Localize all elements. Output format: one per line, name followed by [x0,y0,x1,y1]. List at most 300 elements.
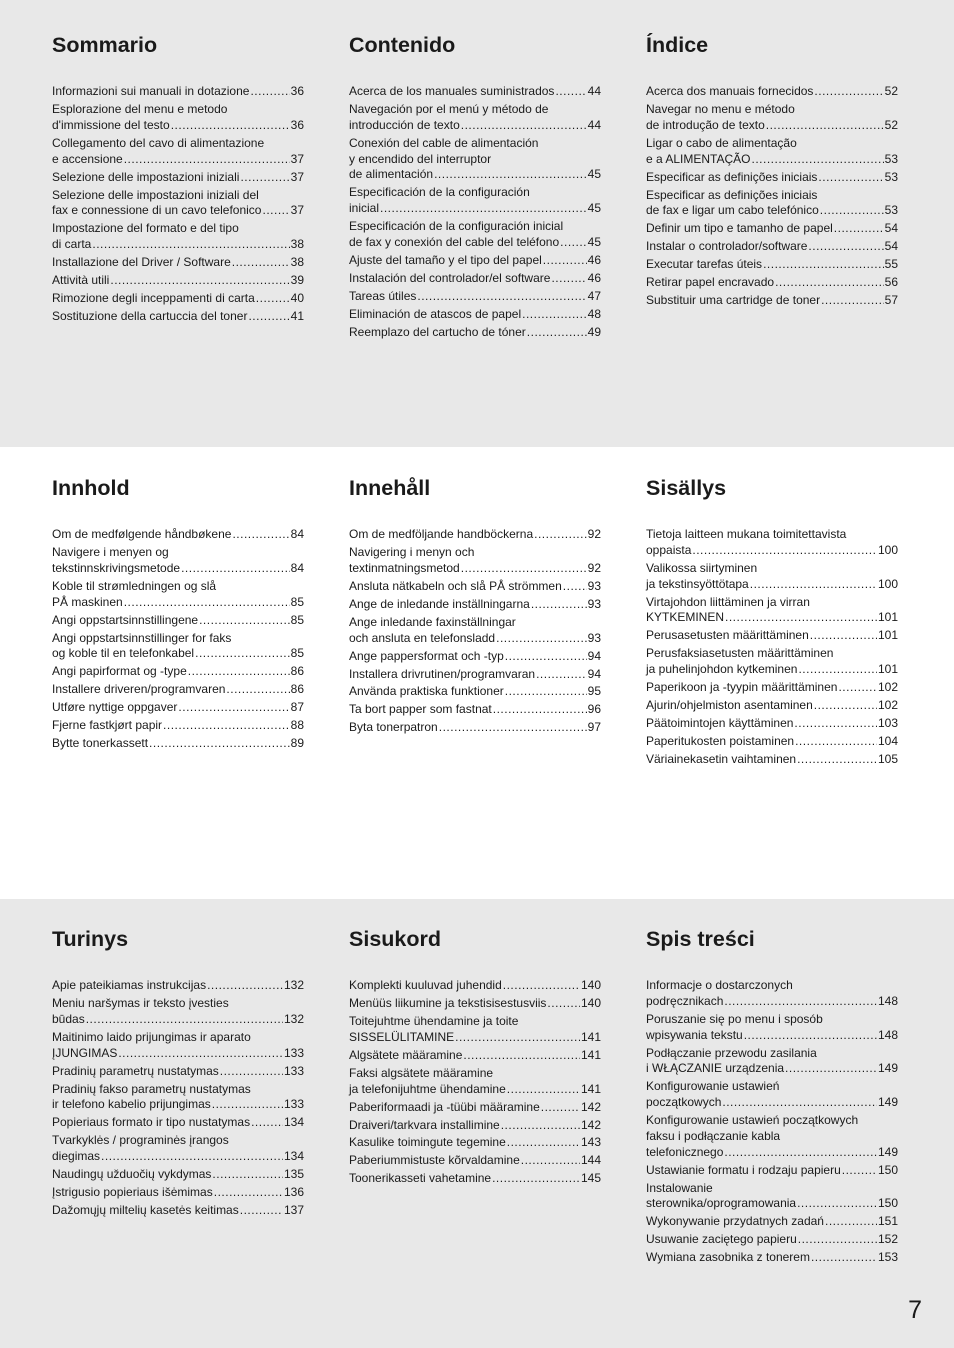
toc-entry-row [646,577,898,593]
dot-leader [725,610,877,626]
toc-entry-title: PÅ maskinen [52,594,123,609]
toc-entry-title: Usuwanie zaciętego papieru [646,1232,797,1247]
toc-entry[interactable] [646,102,898,134]
toc-entry[interactable] [349,325,601,341]
toc-entry-title: Reemplazo del cartucho de tóner [349,324,526,339]
toc-section-italian [52,33,304,324]
toc-entry-page: 143 [580,1135,601,1150]
toc-entry-row [349,1171,601,1187]
toc-entry-row [52,273,304,289]
dot-leader [842,1163,877,1179]
toc-entry[interactable] [349,545,601,577]
toc-entry[interactable] [646,257,898,273]
toc-entry-row [52,978,304,994]
toc-entry[interactable] [349,720,601,736]
toc-entry-title-line: Konfigurowanie ustawień początkowych [646,1113,859,1128]
section-title: Innehåll [349,476,431,500]
toc-entry-page: 101 [877,662,898,677]
toc-entry[interactable] [349,527,601,543]
toc-entry[interactable] [52,996,304,1028]
toc-entry[interactable] [349,649,601,665]
toc-entry-page: 150 [877,1196,898,1211]
toc-entry[interactable] [646,628,898,644]
toc-section-spanish [349,33,601,339]
toc-entry-row [646,662,898,678]
toc-entry-page: 96 [587,702,601,717]
dot-leader [834,221,884,237]
toc-entry-page: 95 [587,684,601,699]
toc-entry-row [52,84,304,100]
toc-entry-row [349,527,601,543]
dot-leader [818,170,883,186]
toc-entry-page: 85 [290,612,304,627]
dot-leader [501,1118,580,1134]
toc-entry-title-line: Meniu naršymas ir teksto įvesties [52,995,229,1010]
toc-list [52,84,304,327]
toc-entry-page: 52 [884,117,898,132]
toc-entry[interactable] [349,1118,601,1134]
toc-entry-page: 45 [587,201,601,216]
toc-entry-title-line: Pradinių fakso parametrų nustatymas [52,1081,251,1096]
toc-entry[interactable] [349,84,601,100]
toc-entry-title-line: Impostazione del formato e del tipo [52,221,239,236]
toc-entry-title: diegimas [52,1149,101,1164]
toc-entry[interactable] [349,684,601,700]
dot-leader [226,682,289,698]
toc-entry-title: Draiveri/tarkvara installimine [349,1117,500,1132]
toc-entry-row [52,1167,304,1183]
toc-entry[interactable] [52,1185,304,1201]
toc-entry[interactable] [646,1250,898,1266]
section-title: Índice [646,33,709,57]
toc-entry[interactable] [646,1046,898,1078]
toc-entry[interactable] [52,1030,304,1062]
dot-leader [417,289,586,305]
toc-entry-title: Attività utili [52,273,110,288]
toc-entry[interactable] [646,1113,898,1160]
toc-entry-row [52,203,304,219]
dot-leader [439,720,587,736]
dot-leader [560,235,586,251]
toc-entry[interactable] [349,289,601,305]
toc-entry[interactable] [52,136,304,168]
toc-entry-title-line: faksu i podłączanie kabla [646,1128,781,1143]
toc-entry-page: 49 [587,324,601,339]
toc-entry-title: tekstinnskrivingsmetode [52,560,181,575]
dot-leader [724,994,877,1010]
toc-entry-title: Päätoimintojen käyttäminen [646,716,794,731]
toc-list [646,978,898,1268]
toc-entry[interactable] [349,102,601,134]
toc-entry[interactable] [349,185,601,217]
toc-entry-title: sterownika/oprogramowania [646,1196,797,1211]
toc-entry[interactable] [52,527,304,543]
toc-entry-title: Om de medföljande handböckerna [349,527,534,541]
toc-entry-title-line: Valikossa siirtyminen [646,560,758,575]
dot-leader [199,613,290,629]
dot-leader [493,702,587,718]
toc-entry-row [349,702,601,718]
toc-entry[interactable] [646,84,898,100]
section-title: Sommario [52,33,158,57]
toc-entry-row [646,152,898,168]
toc-entry-title: oppaista [646,542,692,557]
toc-entry-page: 46 [587,270,601,285]
toc-entry-row [52,1046,304,1062]
toc-entry[interactable] [52,1133,304,1165]
dot-leader [214,1185,283,1201]
toc-entry-title: ja tekstinsyöttötapa [646,576,749,591]
toc-entry[interactable] [52,631,304,663]
toc-entry-page: 93 [587,630,601,645]
dot-leader [434,167,587,183]
toc-entry-page: 85 [290,594,304,609]
toc-entry[interactable] [52,309,304,325]
dot-leader [810,628,877,644]
toc-entry[interactable] [52,718,304,734]
toc-entry[interactable] [52,736,304,752]
dot-leader [794,716,877,732]
toc-entry[interactable] [646,1181,898,1213]
toc-entry-title-line: Poruszanie się po menu i sposób [646,1011,823,1026]
section-title: Innhold [52,476,130,500]
toc-entry-title-line: Podłączanie przewodu zasilania [646,1045,817,1060]
dot-leader [220,1064,283,1080]
toc-entry[interactable] [52,579,304,611]
toc-entry-page: 103 [877,716,898,731]
toc-entry[interactable] [349,307,601,323]
toc-entry-row [52,291,304,307]
toc-entry-page: 137 [283,1203,304,1218]
toc-entry-row [349,84,601,100]
toc-entry-page: 37 [290,203,304,218]
toc-entry[interactable] [646,221,898,237]
toc-entry-row [646,1028,898,1044]
dot-leader [262,203,289,219]
dot-leader [181,561,290,577]
toc-entry-page: 132 [283,1011,304,1026]
toc-entry[interactable] [646,561,898,593]
toc-entry[interactable] [52,700,304,716]
toc-entry-row [349,1100,601,1116]
toc-entry[interactable] [349,1153,601,1169]
toc-entry[interactable] [349,702,601,718]
toc-entry[interactable] [646,188,898,220]
toc-entry-title: wpisywania tekstu [646,1027,743,1042]
toc-entry[interactable] [646,646,898,678]
toc-entry-row [646,1232,898,1248]
toc-entry[interactable] [646,734,898,750]
toc-entry-row [646,1250,898,1266]
toc-entry-row [349,289,601,305]
dot-leader [248,309,289,325]
toc-list [52,527,304,754]
dot-leader [821,293,884,309]
toc-entry[interactable] [646,716,898,732]
toc-entry[interactable] [646,1012,898,1044]
toc-entry-title: Definir um tipo e tamanho de papel [646,221,833,236]
toc-entry-row [52,561,304,577]
dot-leader [455,1030,580,1046]
toc-entry[interactable] [349,667,601,683]
dot-leader [507,1082,580,1098]
toc-entry-row [646,680,898,696]
toc-entry-title: telefonicznego [646,1144,724,1159]
toc-entry-title-line: Navegación por el menú y método de [349,101,549,116]
toc-section-swedish [349,476,601,735]
toc-entry[interactable] [349,219,601,251]
toc-entry-title: Substituir uma cartridge de toner [646,293,821,308]
toc-entry[interactable] [52,664,304,680]
toc-entry-title: Menüüs liikumine ja tekstisisestusviis [349,995,547,1010]
toc-entry[interactable] [646,698,898,714]
toc-entry-row [646,1145,898,1161]
toc-entry[interactable] [52,102,304,134]
toc-entry-row [349,649,601,665]
toc-entry[interactable] [349,1048,601,1064]
toc-entry-page: 37 [290,169,304,184]
toc-entry[interactable] [52,84,304,100]
toc-entry-page: 133 [283,1097,304,1112]
dot-leader [461,561,587,577]
dot-leader [838,680,877,696]
dot-leader [547,996,580,1012]
toc-entry[interactable] [52,545,304,577]
toc-entry[interactable] [52,1115,304,1131]
toc-entry-title: Ange pappersformat och -typ [349,648,504,663]
toc-entry-title: de fax y conexión del cable del teléfono [349,234,560,249]
toc-entry-title-line: Virtajohdon liittäminen ja virran [646,594,810,609]
toc-entry-page: 105 [877,752,898,767]
dot-leader [825,1214,877,1230]
toc-entry[interactable] [52,1064,304,1080]
dot-leader [563,579,587,595]
dot-leader [492,1171,580,1187]
toc-entry-title: di carta [52,237,92,252]
toc-entry[interactable] [646,136,898,168]
toc-entry-page: 56 [884,275,898,290]
toc-entry[interactable] [349,253,601,269]
toc-entry[interactable] [349,579,601,595]
toc-entry[interactable] [646,1079,898,1111]
toc-entry-page: 44 [587,84,601,98]
toc-entry-row [349,561,601,577]
dot-leader [232,527,289,543]
toc-entry-page: 53 [884,203,898,218]
toc-entry-row [646,84,898,100]
toc-entry-page: 52 [884,84,898,98]
toc-entry-title: Rimozione degli inceppamenti di carta [52,291,255,306]
toc-entry-row [646,203,898,219]
dot-leader [212,1097,283,1113]
toc-entry[interactable] [349,1171,601,1187]
dot-leader [250,84,289,100]
toc-section-portuguese [646,33,898,308]
toc-entry-row [349,325,601,341]
toc-entry[interactable] [646,1214,898,1230]
toc-entry[interactable] [646,527,898,559]
toc-entry-title: Acerca de los manuales suministrados [349,84,555,98]
dot-leader [724,1145,877,1161]
toc-section-finnish [646,476,898,767]
toc-entry-title-line: Toitejuhtme ühendamine ja toite [349,1013,519,1028]
toc-entry[interactable] [646,1232,898,1248]
toc-entry-title: Eliminación de atascos de papel [349,306,522,321]
toc-entry-row [646,1061,898,1077]
toc-entry-title: Ajurin/ohjelmiston asentaminen [646,698,813,713]
toc-entry-page: 136 [283,1185,304,1200]
dot-leader [92,237,289,253]
toc-entry-title-line: y encendido del interruptor [349,151,492,166]
toc-entry[interactable] [52,188,304,220]
toc-entry[interactable] [52,978,304,994]
toc-entry-page: 86 [290,682,304,697]
toc-entry[interactable] [349,1066,601,1098]
toc-entry[interactable] [646,239,898,255]
toc-entry-page: 40 [290,291,304,306]
toc-entry-title-line: Navigering i menyn och [349,544,475,559]
toc-entry-page: 141 [580,1047,601,1062]
toc-entry-page: 54 [884,239,898,254]
dot-leader [86,1012,283,1028]
toc-entry[interactable] [646,293,898,309]
toc-entry-title: podręcznikach [646,993,724,1008]
toc-entry[interactable] [349,615,601,647]
section-title: Sisukord [349,927,441,951]
toc-entry-row [646,1214,898,1230]
toc-entry[interactable] [52,613,304,629]
toc-entry[interactable] [646,752,898,768]
toc-entry-title: Wykonywanie przydatnych zadań [646,1214,824,1229]
toc-entry-page: 149 [877,1061,898,1076]
toc-entry[interactable] [349,1014,601,1046]
toc-entry-row [646,221,898,237]
toc-entry[interactable] [349,597,601,613]
toc-entry-row [52,237,304,253]
toc-entry-title-line: Especificar as definições iniciais [646,187,818,202]
toc-entry-page: 142 [580,1117,601,1132]
toc-entry-title: textinmatningsmetod [349,560,460,575]
toc-entry-row [52,1149,304,1165]
toc-entry-title: d'immissione del testo [52,117,170,132]
toc-entry-title-line: Selezione delle impostazioni iniziali del [52,187,259,202]
toc-entry-title: Paberiummistuste kõrvaldamine [349,1153,520,1168]
toc-entry-page: 133 [283,1045,304,1060]
toc-entry-title: początkowych [646,1095,722,1110]
toc-entry-row [52,646,304,662]
toc-entry-row [52,613,304,629]
toc-entry[interactable] [646,978,898,1010]
toc-entry[interactable] [52,1082,304,1114]
toc-list [646,527,898,770]
dot-leader [531,597,587,613]
toc-entry-row [52,152,304,168]
toc-entry-page: 92 [587,560,601,575]
toc-entry-row [646,1095,898,1111]
toc-entry-row [52,1185,304,1201]
toc-entry[interactable] [52,291,304,307]
toc-list [349,527,601,738]
toc-entry[interactable] [646,170,898,186]
toc-entry-title: introducción de texto [349,117,460,132]
toc-entry[interactable] [52,1203,304,1219]
toc-entry-page: 102 [877,680,898,695]
toc-entry-title-line: Especificación de la configuración [349,185,530,200]
toc-entry[interactable] [52,170,304,186]
toc-entry[interactable] [349,271,601,287]
dot-leader [195,646,290,662]
toc-entry-title-line: Tietoja laitteen mukana toimitettavista [646,527,847,541]
toc-entry[interactable] [646,680,898,696]
toc-entry[interactable] [52,273,304,289]
toc-entry-row [52,255,304,271]
dot-leader [798,1232,877,1248]
toc-entry-page: 94 [587,666,601,681]
toc-entry-row [52,700,304,716]
toc-entry-page: 100 [877,542,898,557]
toc-entry-page: 53 [884,169,898,184]
toc-entry[interactable] [646,1163,898,1179]
toc-entry-page: 144 [580,1153,601,1168]
toc-entry-title: og koble til en telefonkabel [52,646,195,661]
toc-section-lithuanian [52,927,304,1218]
dot-leader [692,543,877,559]
toc-entry-title: Selezione delle impostazioni iniziali [52,169,240,184]
toc-entry-title: Instalar o controlador/software [646,239,808,254]
toc-entry-title: fax e connessione di un cavo telefonico [52,203,262,218]
toc-entry[interactable] [646,595,898,627]
toc-entry[interactable] [349,978,601,994]
toc-entry-title: Paperikoon ja -tyypin määrittäminen [646,680,838,695]
toc-entry-page: 94 [587,648,601,663]
toc-entry-title: Ajuste del tamaño y el tipo del papel [349,252,542,267]
dot-leader [555,84,586,100]
toc-entry[interactable] [52,1167,304,1183]
toc-entry-title: Instalación del controlador/el software [349,270,551,285]
dot-leader [110,273,289,289]
toc-entry[interactable] [349,1135,601,1151]
toc-entry-title-line: Navegar no menu e método [646,101,795,116]
toc-entry[interactable] [349,136,601,183]
toc-entry-title-line: Angi oppstartsinnstillinger for faks [52,630,232,645]
toc-entry[interactable] [646,275,898,291]
toc-entry-title: Installera drivrutinen/programvaran [349,666,536,681]
toc-entry-row [349,201,601,217]
dot-leader [811,1250,877,1266]
toc-entry-row [646,275,898,291]
toc-entry-row [349,978,601,994]
dot-leader [251,1115,283,1131]
dot-leader [521,1153,580,1169]
toc-entry[interactable] [52,221,304,253]
toc-entry-title: ĮJUNGIMAS [52,1045,118,1060]
toc-entry-row [52,309,304,325]
toc-entry-title: Fjerne fastkjørt papir [52,718,163,733]
toc-entry-page: 45 [587,234,601,249]
toc-entry[interactable] [349,996,601,1012]
toc-entry[interactable] [349,1100,601,1116]
toc-entry-page: 134 [283,1149,304,1164]
toc-entry-title: ir telefono kabelio prijungimas [52,1097,211,1112]
toc-entry-page: 89 [290,736,304,751]
toc-entry-row [349,271,601,287]
dot-leader [124,595,290,611]
toc-entry-page: 93 [587,596,601,611]
toc-entry-row [349,253,601,269]
toc-entry[interactable] [52,255,304,271]
toc-entry[interactable] [52,682,304,698]
toc-entry-page: 36 [290,117,304,132]
